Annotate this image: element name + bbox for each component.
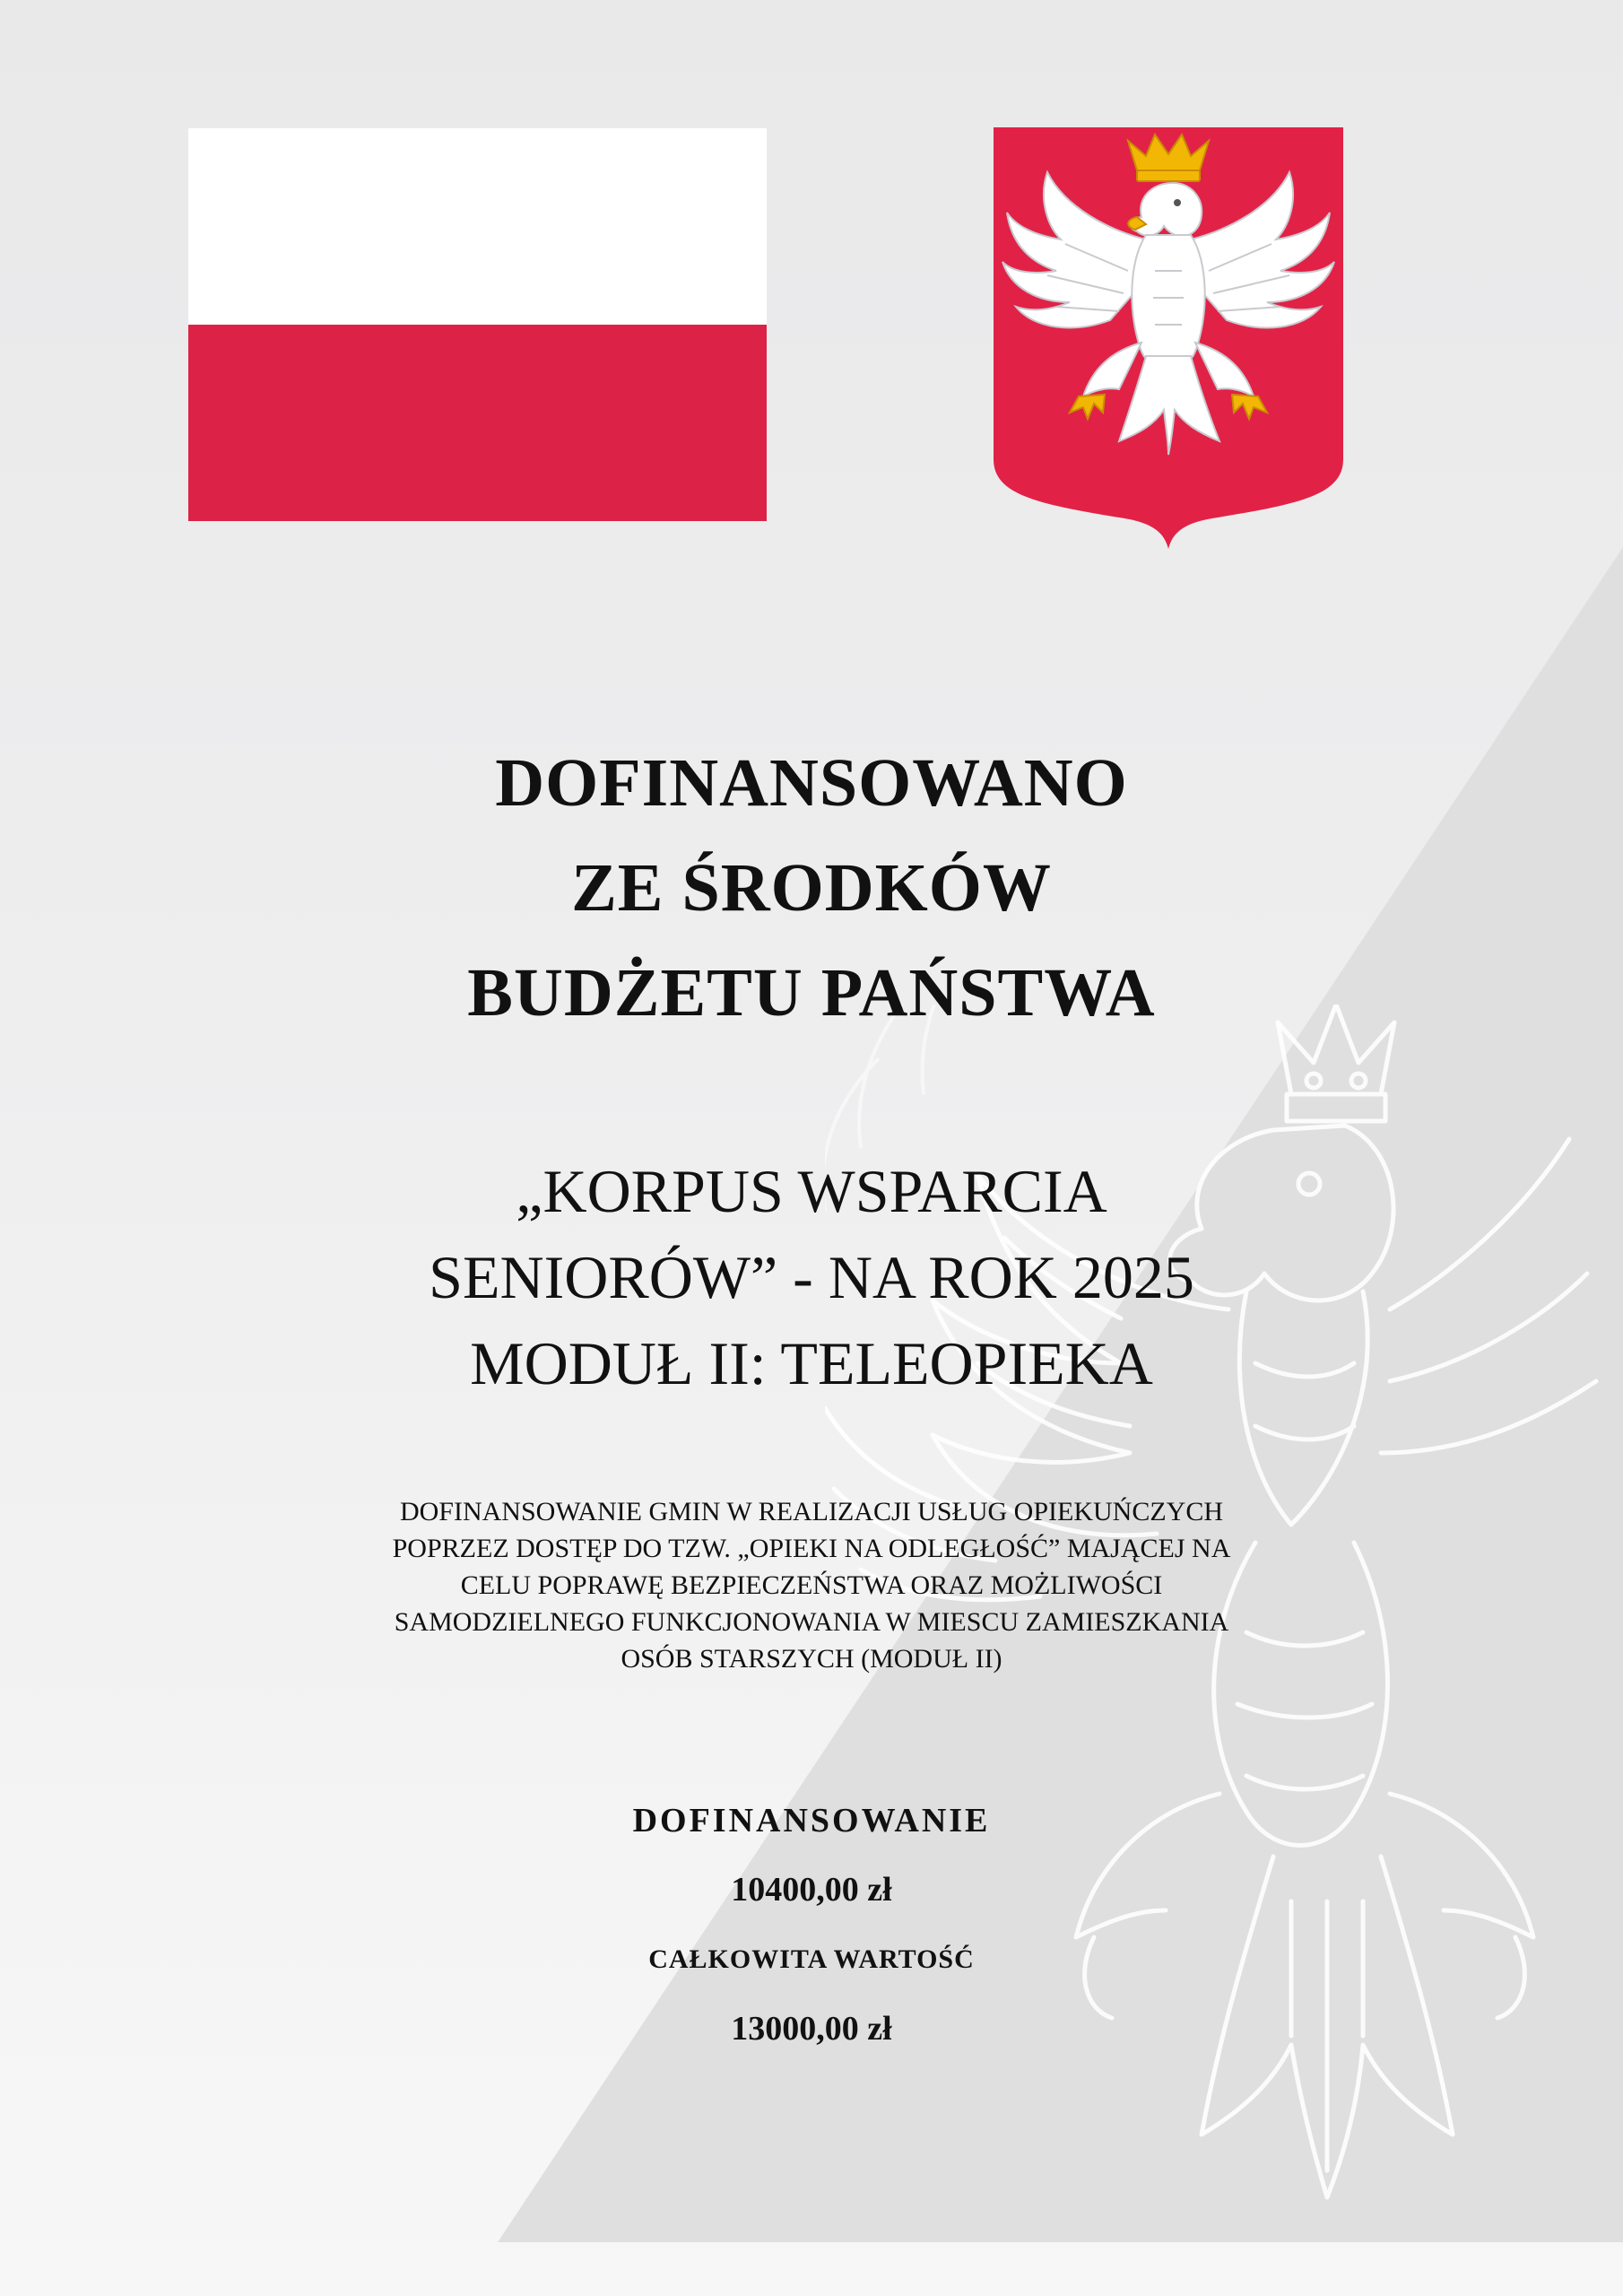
polish-flag bbox=[188, 128, 767, 521]
program-title-line: SENIORÓW” - NA ROK 2025 bbox=[429, 1243, 1194, 1311]
program-title bbox=[0, 1148, 1623, 1406]
description-line: POPRZEZ DOSTĘP DO TZW. „OPIEKI NA ODLEGŁOŚĆ” MAJĄCEJ NA bbox=[392, 1534, 1231, 1563]
program-title-line: MODUŁ II: TELEOPIEKA bbox=[470, 1329, 1153, 1397]
funding-label: DOFINANSOWANIE bbox=[632, 1802, 991, 1839]
flag-red-stripe bbox=[188, 325, 767, 521]
polish-coat-of-arms-eagle-icon bbox=[994, 127, 1343, 549]
headline-line: DOFINANSOWANO bbox=[495, 745, 1128, 821]
description-line: OSÓB STARSZYCH (MODUŁ II) bbox=[621, 1644, 1002, 1674]
description-line: DOFINANSOWANIE GMIN W REALIZACJI USŁUG OPIEKUŃCZYCH bbox=[399, 1497, 1224, 1526]
description-line: SAMODZIELNEGO FUNKCJONOWANIA W MIESCU ZAMIESZKANIA bbox=[394, 1607, 1229, 1637]
total-value-amount: 13000,00 zł bbox=[731, 2010, 892, 2048]
flag-white-stripe bbox=[188, 128, 767, 325]
description-line: CELU POPRAWĘ BEZPIECZEŃSTWA ORAZ MOŻLIWOŚCI bbox=[460, 1570, 1163, 1600]
total-value-label: CAŁKOWITA WARTOŚĆ bbox=[648, 1944, 975, 1974]
headline-line: BUDŻETU PAŃSTWA bbox=[467, 955, 1156, 1031]
headline bbox=[0, 731, 1623, 1046]
headline-line: ZE ŚRODKÓW bbox=[571, 850, 1052, 926]
program-title-line: „KORPUS WSPARCIA bbox=[516, 1157, 1107, 1225]
program-description bbox=[0, 1493, 1623, 1677]
funding-amount: 10400,00 zł bbox=[731, 1871, 892, 1909]
